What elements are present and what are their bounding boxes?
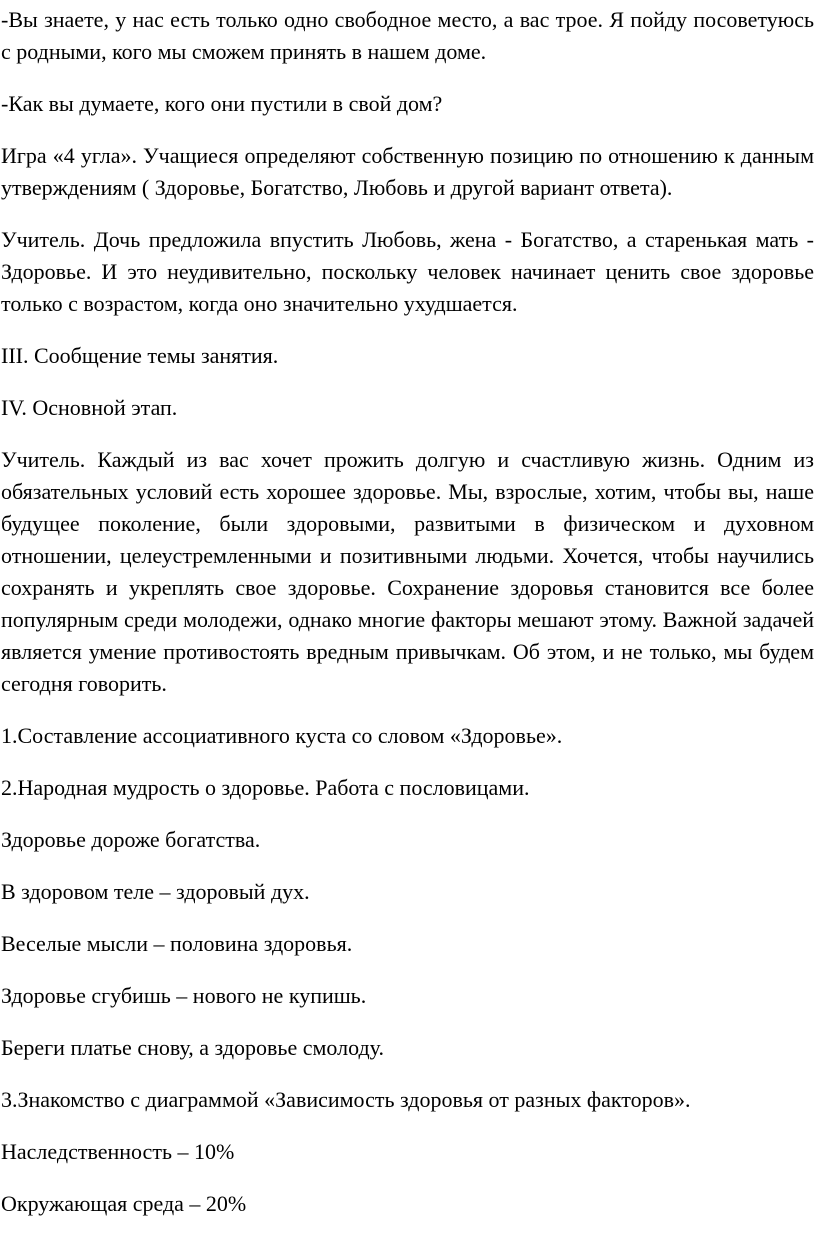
proverb-line: Здоровье дороже богатства. xyxy=(1,827,261,852)
paragraph-intro-dialogue: -Вы знаете, у нас есть только одно свободное место, а вас трое. Я пойду посоветуюсь с родными, кого мы сможем принять в нашем доме. xyxy=(1,7,814,64)
proverb-line: Береги платье снову, а здоровье смолоду. xyxy=(1,1035,384,1060)
section-heading-topic: III. Сообщение темы занятия. xyxy=(1,343,279,368)
proverb-line: Веселые мысли – половина здоровья. xyxy=(1,931,353,956)
factor-heredity: Наследственность – 10% xyxy=(1,1139,235,1164)
paragraph-question: -Как вы думаете, кого они пустили в свой дом? xyxy=(1,91,443,116)
paragraph-teacher-explanation: Учитель. Дочь предложила впустить Любовь, жена - Богатство, а старенькая мать - Здоровье. И это неудивительно, поскольку человек начинает ценить свое здоровье только с возрастом, когда оно значительно ухудшается. xyxy=(1,227,814,316)
proverb-line: Здоровье сгубишь – нового не купишь. xyxy=(1,983,367,1008)
paragraph-game-four-corners: Игра «4 угла». Учащиеся определяют собственную позицию по отношению к данным утверждениям ( Здоровье, Богатство, Любовь и другой вариант ответа). xyxy=(1,143,814,200)
list-item-diagram: 3.Знакомство с диаграммой «Зависимость здоровья от разных факторов». xyxy=(1,1087,691,1112)
factor-environment: Окружающая среда – 20% xyxy=(1,1191,247,1216)
section-heading-main-stage: IV. Основной этап. xyxy=(1,395,178,420)
proverb-line: В здоровом теле – здоровый дух. xyxy=(1,879,310,904)
list-item-folk-wisdom: 2.Народная мудрость о здоровье. Работа с пословицами. xyxy=(1,775,530,800)
list-item-association-bush: 1.Составление ассоциативного куста со словом «Здоровье». xyxy=(1,723,563,748)
paragraph-teacher-health: Учитель. Каждый из вас хочет прожить долгую и счастливую жизнь. Одним из обязательных условий есть хорошее здоровье. Мы, взрослые, хотим, чтобы вы, наше будущее поколение, были здоровыми, развитыми в физическом и духовном отношении, целеустремленными и позитивными людьми. Хочется, чтобы научились сохранять и укреплять свое здоровье. Сохранение здоровья становится все более популярным среди молодежи, однако многие факторы мешают этому. Важной задачей является умение противостоять вредным привычкам. Об этом, и не только, мы будем сегодня говорить. xyxy=(1,447,814,696)
